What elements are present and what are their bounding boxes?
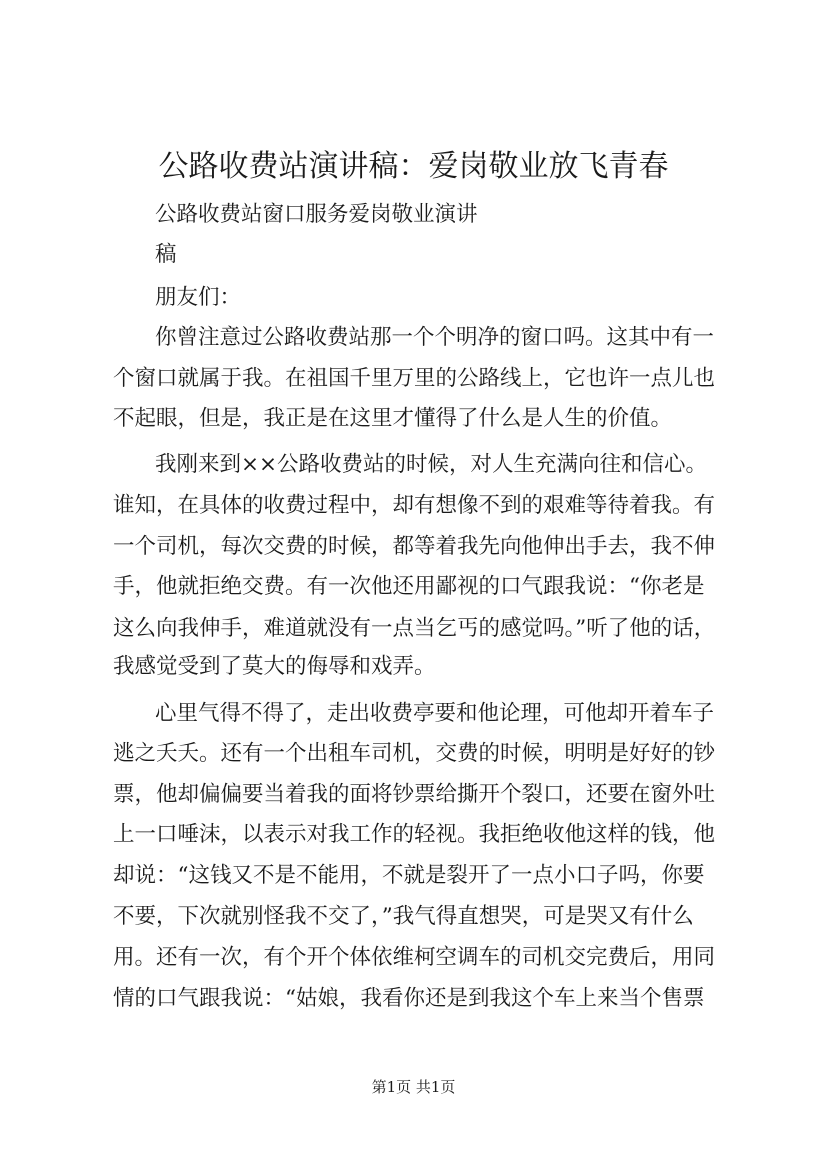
paragraph-line: 不起眼，但是，我正是在这里才懂得了什么是人生的价值。: [113, 406, 673, 431]
paragraph-line: 上一口唾沫，以表示对我工作的轻视。我拒绝收他这样的钱，他: [113, 822, 716, 847]
paragraph-line: 心里气得不得了，走出收费亭要和他论理，可他却开着车子: [155, 701, 715, 726]
paragraph-line: 用。还有一次，有个开个体依维柯空调车的司机交完费后，用同: [113, 945, 716, 970]
paragraph-line: 却说：“这钱又不是不能用，不就是裂开了一点小口子吗，你要: [113, 863, 705, 888]
salutation: 朋友们：: [155, 285, 242, 310]
paragraph-line: 个窗口就属于我。在祖国千里万里的公路线上，它也许一点儿也: [113, 366, 716, 391]
paragraph-line: 这么向我伸手，难道就没有一点当乞丐的感觉吗。”听了他的话，: [113, 616, 716, 641]
paragraph-line: 票，他却偏偏要当着我的面将钞票给撕开个裂口，还要在窗外吐: [113, 782, 716, 807]
paragraph-line: 手，他就拒绝交费。有一次他还用鄙视的口气跟我说：“你老是: [113, 574, 705, 599]
paragraph-line: 逃之夭夭。还有一个出租车司机，交费的时候，明明是好好的钞: [113, 741, 716, 766]
paragraph-line: 我感觉受到了莫大的侮辱和戏弄。: [113, 654, 436, 679]
paragraph-line: 我刚来到××公路收费站的时候，对人生充满向往和信心。: [155, 452, 708, 477]
paragraph-line: 情的口气跟我说：“姑娘，我看你还是到我这个车上来当个售票: [113, 986, 705, 1011]
paragraph-line: 不要，下次就别怪我不交了，”我气得直想哭，可是哭又有什么: [113, 904, 694, 929]
subtitle-line: 公路收费站窗口服务爱岗敬业演讲: [155, 202, 478, 227]
paragraph-line: 你曾注意过公路收费站那一个个明净的窗口吗。这其中有一: [155, 325, 715, 350]
page-number: 第1页 共1页: [371, 1078, 456, 1096]
paragraph-line: 一个司机，每次交费的时候，都等着我先向他伸出手去，我不伸: [113, 534, 716, 559]
paragraph-line: 谁知，在具体的收费过程中，却有想像不到的艰难等待着我。有: [113, 493, 716, 518]
subtitle-line: 稿: [155, 242, 177, 267]
document-title: 公路收费站演讲稿：爱岗敬业放飞青春: [158, 149, 669, 184]
